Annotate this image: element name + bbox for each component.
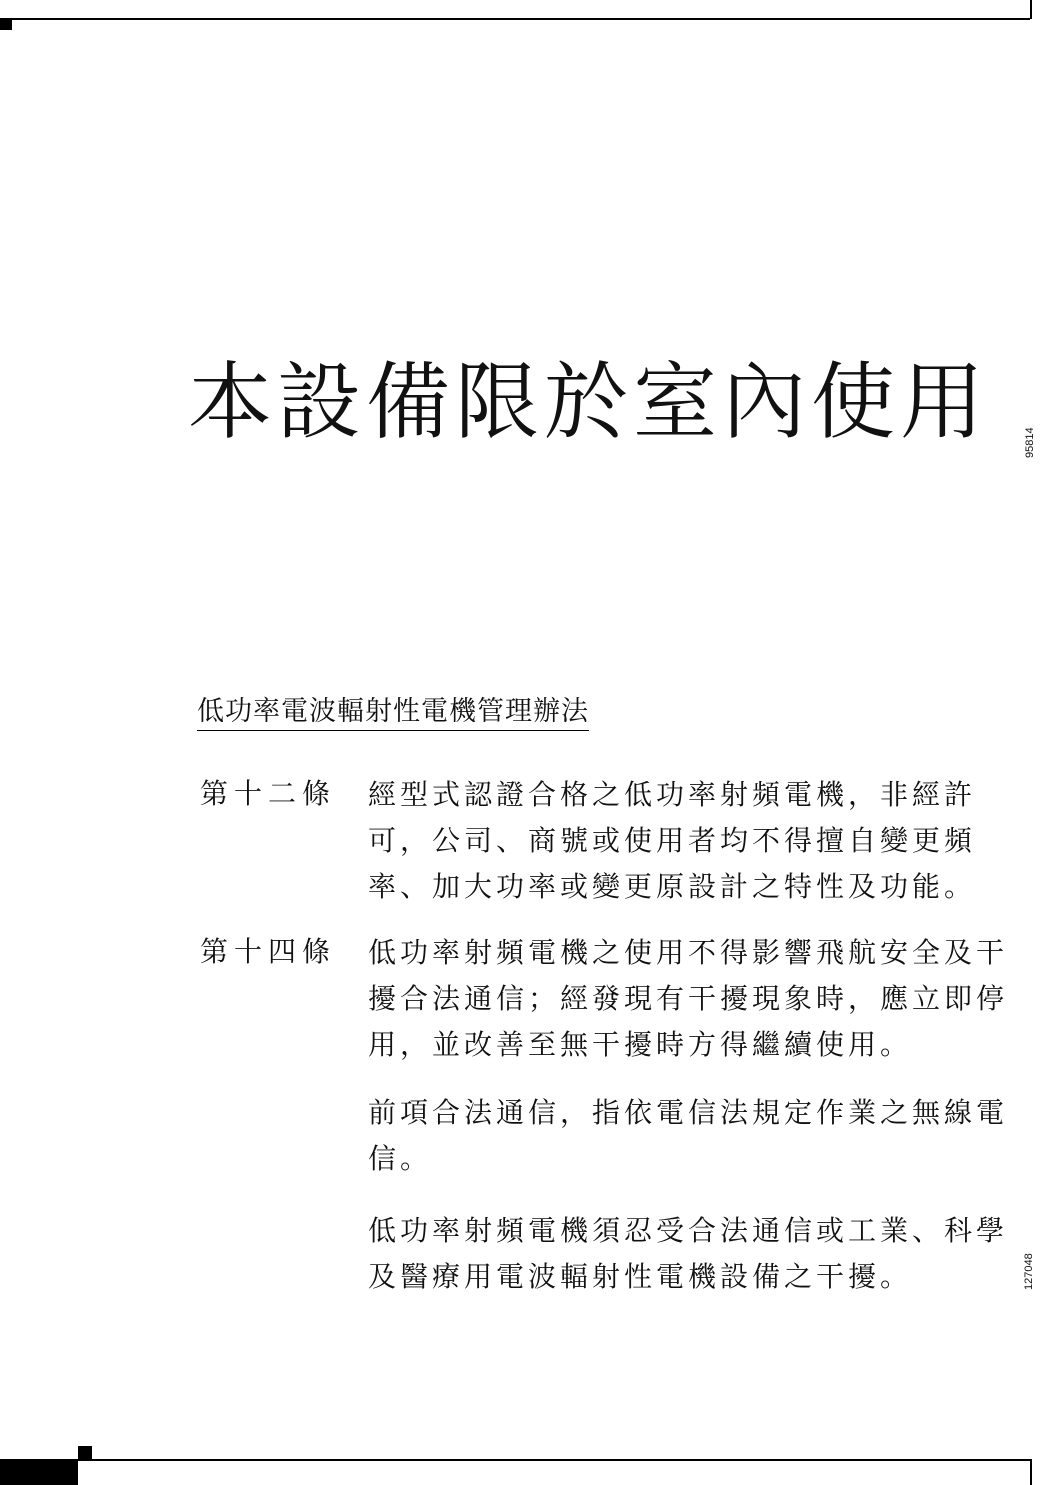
paragraph-legal-communication: 前項合法通信，指依電信法規定作業之無線電信。 [368, 1096, 1009, 1175]
top-right-tick [1030, 0, 1032, 19]
bottom-rule [78, 1459, 1030, 1461]
article-14-text: 低功率射頻電機之使用不得影響飛航安全及干擾合法通信；經發現有干擾現象時，應立即停用，並改善至無干擾時方得繼續使用。 [368, 936, 1009, 1061]
top-rule [0, 18, 1030, 20]
article-12-label: 第十二條 [200, 777, 337, 810]
paragraph-interference: 低功率射頻電機須忍受合法通信或工業、科學及醫療用電波輻射性電機設備之干擾。 [368, 1214, 1009, 1293]
bottom-marker-small [78, 1446, 92, 1459]
banner-figure-id: 95814 [1024, 427, 1036, 458]
indoor-use-banner: 本設備限於室內使用 [188, 353, 990, 451]
article-14-label: 第十四條 [200, 935, 337, 968]
regulation-title: 低功率電波輻射性電機管理辦法 [197, 696, 589, 731]
top-left-marker [0, 19, 12, 30]
bottom-right-tick [1030, 1459, 1032, 1485]
article-12-text: 經型式認證合格之低功率射頻電機，非經許可，公司、商號或使用者均不得擅自變更頻率、加大功率或變更原設計之特性及功能。 [368, 778, 977, 903]
regulation-figure-id: 127048 [1023, 1253, 1035, 1290]
bottom-left-bar [0, 1459, 78, 1485]
